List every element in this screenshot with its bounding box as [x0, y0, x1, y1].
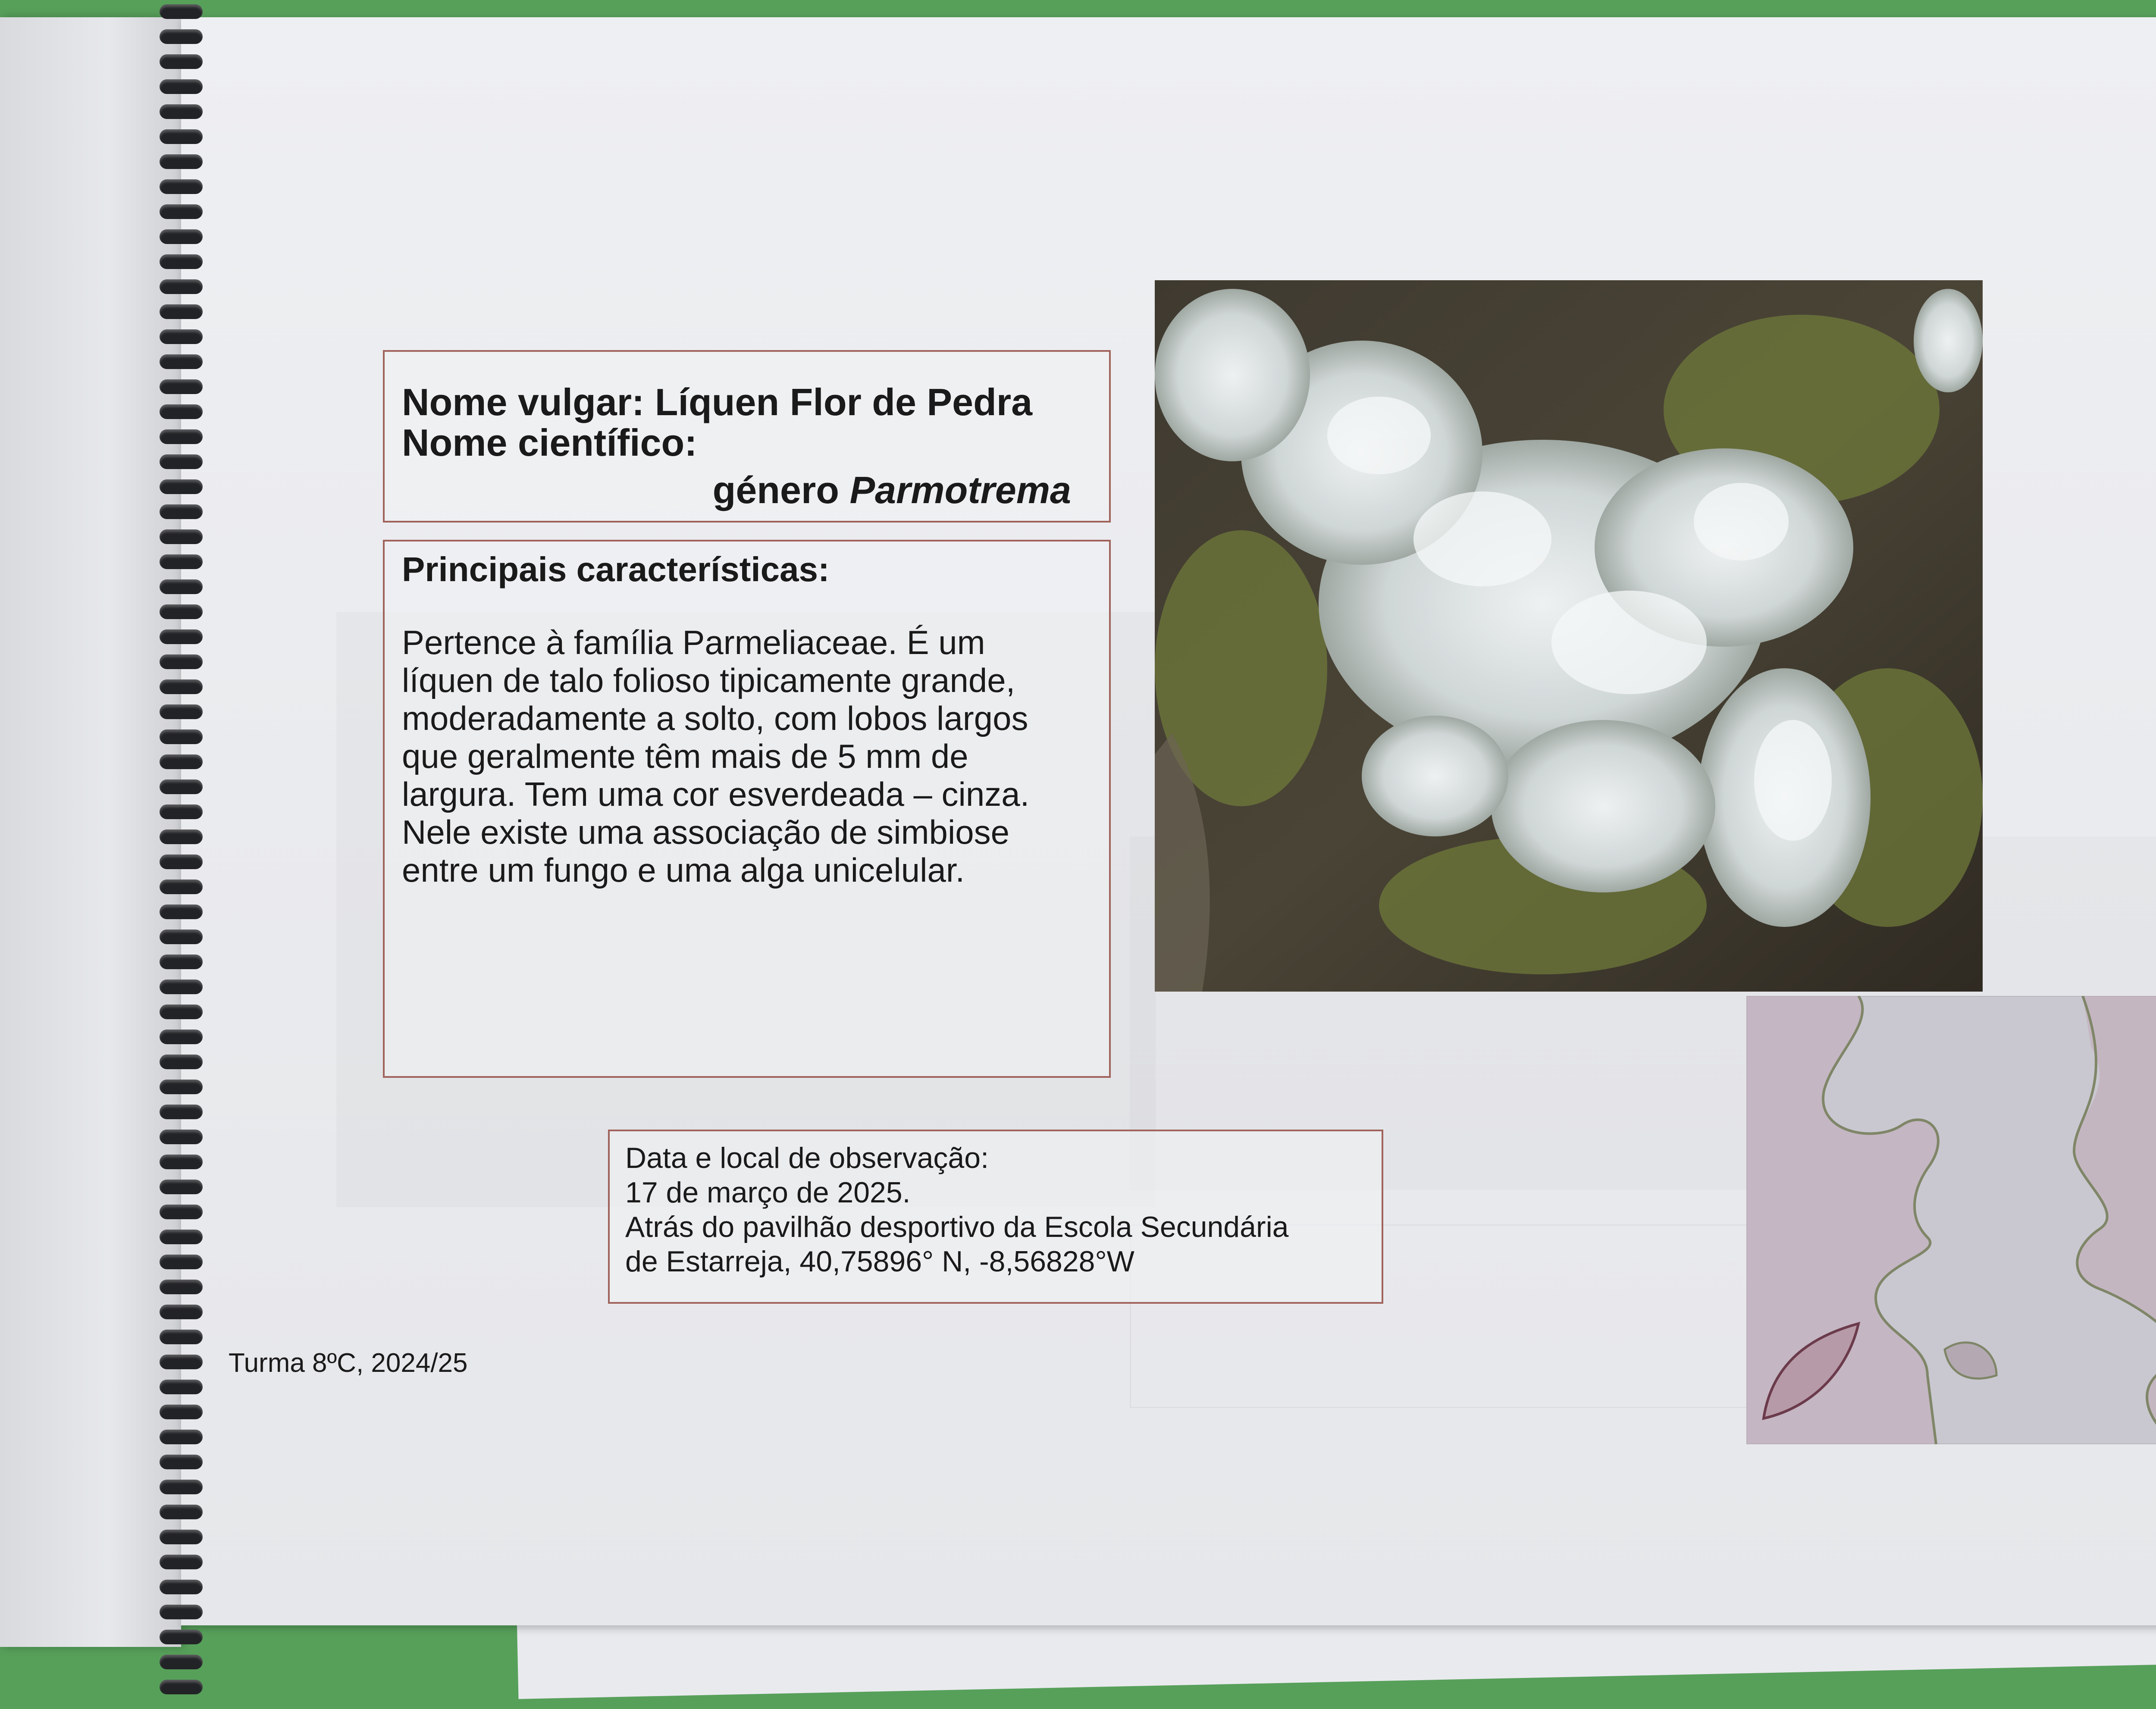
spiral-coil	[160, 4, 203, 19]
characteristics-heading: Principais características:	[402, 550, 830, 588]
spiral-coil	[160, 29, 203, 44]
common-name: Nome vulgar: Líquen Flor de Pedra	[402, 381, 1033, 423]
spiral-coil	[160, 79, 203, 94]
spiral-coil	[160, 1480, 203, 1494]
spiral-coil	[160, 579, 203, 594]
genus-prefix: género	[712, 469, 850, 511]
name-box	[383, 350, 1111, 523]
spiral-coil	[160, 1005, 203, 1019]
spiral-coil	[160, 1180, 203, 1194]
spiral-coil	[160, 604, 203, 619]
characteristics-line: Pertence à família Parmeliaceae. É um	[402, 623, 985, 661]
spiral-coil	[160, 1280, 203, 1294]
spiral-coil	[160, 504, 203, 519]
lichen-pencil-drawing	[1746, 996, 2156, 1444]
spiral-coil	[160, 1530, 203, 1544]
observation-box	[608, 1130, 1383, 1304]
spiral-coil	[160, 754, 203, 769]
spiral-coil	[160, 179, 203, 194]
spiral-coil	[160, 1505, 203, 1519]
spiral-coil	[160, 254, 203, 269]
spiral-coil	[160, 454, 203, 469]
spiral-coil	[160, 930, 203, 944]
class-year-label: Turma 8ºC, 2024/25	[229, 1348, 468, 1378]
spiral-coil	[160, 354, 203, 369]
observation-line: Atrás do pavilhão desportivo da Escola Secundária	[625, 1211, 1289, 1243]
spiral-coil	[160, 980, 203, 994]
spiral-coil	[160, 529, 203, 544]
spiral-coil	[160, 329, 203, 344]
characteristics-line: moderadamente a solto, com lobos largos	[402, 699, 1028, 737]
characteristics-line: largura. Tem uma cor esverdeada – cinza.	[402, 775, 1030, 813]
spiral-coil	[160, 1230, 203, 1244]
spiral-coil	[160, 429, 203, 444]
scientific-name-label: Nome científico:	[402, 421, 697, 464]
spiral-coil	[160, 829, 203, 844]
characteristics-box	[383, 540, 1111, 1078]
scientific-name	[713, 469, 1071, 511]
spiral-coil	[160, 279, 203, 294]
spiral-coil	[160, 955, 203, 969]
observation-text	[625, 1141, 1289, 1279]
spiral-coil	[160, 1030, 203, 1044]
spiral-coil	[160, 1155, 203, 1169]
spiral-coil	[160, 1430, 203, 1444]
observation-line: 17 de março de 2025.	[625, 1176, 911, 1209]
spiral-coil	[160, 905, 203, 919]
spiral-coil	[160, 104, 203, 119]
spiral-coil	[160, 704, 203, 719]
spiral-coil	[160, 1655, 203, 1669]
characteristics-text	[402, 623, 1029, 889]
characteristics-line: Nele existe uma associação de simbiose	[402, 813, 1010, 851]
spiral-coil	[160, 129, 203, 144]
spiral-coil	[160, 1330, 203, 1344]
spiral-coil	[160, 1105, 203, 1119]
spiral-coil	[160, 779, 203, 794]
spiral-coil	[160, 1305, 203, 1319]
spiral-coil	[160, 854, 203, 869]
spiral-coil	[160, 1080, 203, 1094]
spiral-coil	[160, 1580, 203, 1594]
left-page	[0, 17, 181, 1647]
observation-line: de Estarreja, 40,75896° N, -8,56828°W	[625, 1245, 1134, 1278]
spiral-coil	[160, 404, 203, 419]
spiral-coil	[160, 1555, 203, 1569]
spiral-coil	[160, 1680, 203, 1694]
spiral-coil	[160, 1380, 203, 1394]
characteristics-line: que geralmente têm mais de 5 mm de	[402, 737, 968, 775]
spiral-coil	[160, 1130, 203, 1144]
observation-line: Data e local de observação:	[625, 1142, 989, 1174]
spiral-coil	[160, 1255, 203, 1269]
spiral-coil	[160, 1605, 203, 1619]
spiral-coil	[160, 1055, 203, 1069]
spiral-coil	[160, 679, 203, 694]
spiral-coil	[160, 379, 203, 394]
spiral-coil	[160, 729, 203, 744]
spiral-coil	[160, 54, 203, 69]
spiral-coil	[160, 1455, 203, 1469]
spiral-coil	[160, 880, 203, 894]
lichen-photo	[1155, 280, 1983, 992]
spiral-coil	[160, 804, 203, 819]
characteristics-line: líquen de talo folioso tipicamente grande,	[402, 661, 1015, 699]
genus-name: Parmotrema	[849, 469, 1071, 511]
spiral-coil	[160, 304, 203, 319]
spiral-coil	[160, 1355, 203, 1369]
spiral-coil	[160, 479, 203, 494]
spiral-coil	[160, 1630, 203, 1644]
spiral-coil	[160, 204, 203, 219]
spiral-coil	[160, 1205, 203, 1219]
spiral-coil	[160, 629, 203, 644]
characteristics-line: entre um fungo e uma alga unicelular.	[402, 851, 965, 889]
spiral-binding	[155, 0, 207, 1709]
spiral-coil	[160, 1405, 203, 1419]
spiral-coil	[160, 229, 203, 244]
spiral-coil	[160, 654, 203, 669]
spiral-coil	[160, 154, 203, 169]
spiral-coil	[160, 554, 203, 569]
